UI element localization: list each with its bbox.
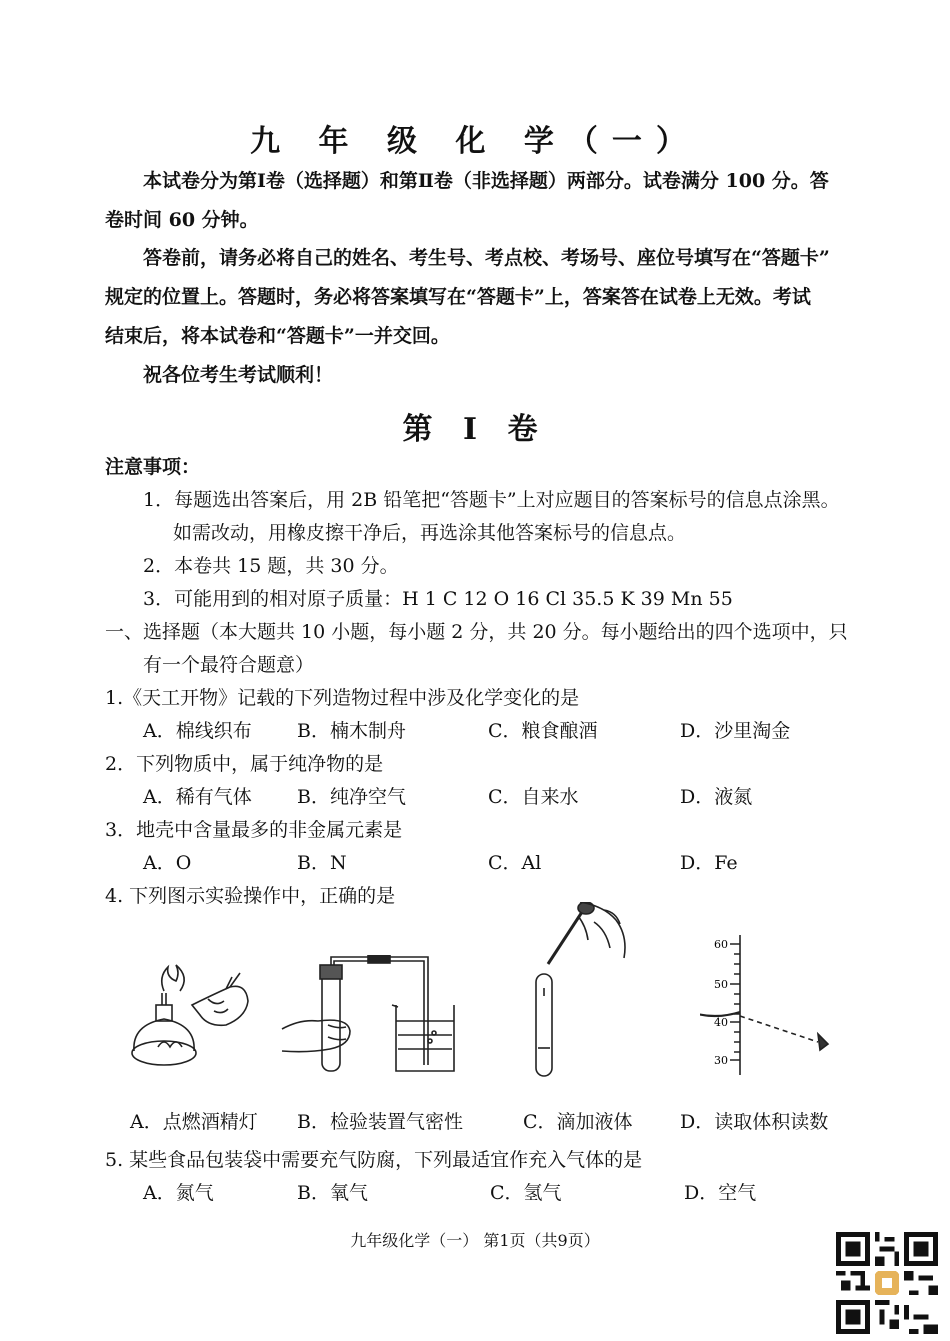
option: C．氢气 [490, 1182, 562, 1204]
intro-line: 结束后，将本试卷和“答题卡”一并交回。 [105, 325, 450, 347]
option: B．N [297, 852, 347, 874]
figure-caption: A．点燃酒精灯 [130, 1111, 258, 1133]
cylinder-tick-label: 40 [714, 1016, 728, 1029]
option: A．O [143, 852, 192, 874]
section-heading: 有一个最符合题意） [143, 654, 315, 676]
option: C．自来水 [488, 786, 579, 808]
option: C．Al [488, 852, 542, 874]
notes-heading: 注意事项： [105, 456, 201, 478]
cylinder-tick-label: 50 [714, 978, 728, 991]
note-item: 1．每题选出答案后，用 2B 铅笔把“答题卡”上对应题目的答案标号的信息点涂黑。 [143, 489, 840, 511]
option: A．氮气 [143, 1182, 214, 1204]
question-stem: 2．下列物质中，属于纯净物的是 [105, 753, 384, 775]
option: D．空气 [684, 1182, 757, 1204]
figure-light-alcohol-lamp [122, 955, 262, 1075]
question-stem: 3．地壳中含量最多的非金属元素是 [105, 819, 403, 841]
intro-line: 卷时间 60 分钟。 [105, 209, 259, 231]
figure-airtightness-check [278, 955, 478, 1075]
intro-line: 本试卷分为第Ⅰ卷（选择题）和第Ⅱ卷（非选择题）两部分。试卷满分 100 分。答 [143, 170, 829, 192]
question-stem: 1.《天工开物》记载的下列造物过程中涉及化学变化的是 [105, 687, 580, 709]
figure-read-volume [700, 930, 850, 1080]
option: C．粮食酿酒 [488, 720, 598, 742]
option: B．氧气 [297, 1182, 368, 1204]
section-heading: 一、选择题（本大题共 10 小题，每小题 2 分，共 20 分。每小题给出的四个选项中，只 [105, 621, 848, 643]
figure-caption: C．滴加液体 [523, 1111, 633, 1133]
option: D．Fe [680, 852, 738, 874]
option: A．棉线织布 [143, 720, 252, 742]
note-item: 3．可能用到的相对原子质量：H 1 C 12 O 16 Cl 35.5 K 39 Mn 55 [143, 588, 733, 610]
page-footer: 九年级化学（一） 第1页（共9页） [350, 1231, 600, 1250]
figure-drop-liquid [520, 902, 640, 1082]
note-item: 2．本卷共 15 题，共 30 分。 [143, 555, 399, 577]
question-stem: 5. 某些食品包装袋中需要充气防腐，下列最适宜作充入气体的是 [105, 1149, 643, 1171]
option: A．稀有气体 [143, 786, 252, 808]
note-item: 如需改动，用橡皮擦干净后，再选涂其他答案标号的信息点。 [173, 522, 687, 544]
figure-caption: D．读取体积读数 [680, 1111, 829, 1133]
figure-caption: B．检验装置气密性 [297, 1111, 463, 1133]
option: D．液氮 [680, 786, 753, 808]
page-title: 九 年 级 化 学（一） [250, 124, 700, 159]
intro-line: 规定的位置上。答题时，务必将答案填写在“答题卡”上，答案答在试卷上无效。考试 [105, 286, 811, 308]
cylinder-tick-label: 60 [714, 938, 728, 951]
option: B．楠木制舟 [297, 720, 406, 742]
intro-line: 答卷前，请务必将自己的姓名、考生号、考点校、考场号、座位号填写在“答题卡” [143, 247, 830, 269]
option: B．纯净空气 [297, 786, 406, 808]
option: D．沙里淘金 [680, 720, 791, 742]
question-stem: 4. 下列图示实验操作中，正确的是 [105, 885, 396, 907]
good-luck-line: 祝各位考生考试顺利！ [143, 364, 334, 386]
volume-title: 第 Ⅰ 卷 [402, 412, 548, 447]
cylinder-tick-label: 30 [714, 1054, 728, 1067]
qr-code-icon [836, 1232, 938, 1334]
